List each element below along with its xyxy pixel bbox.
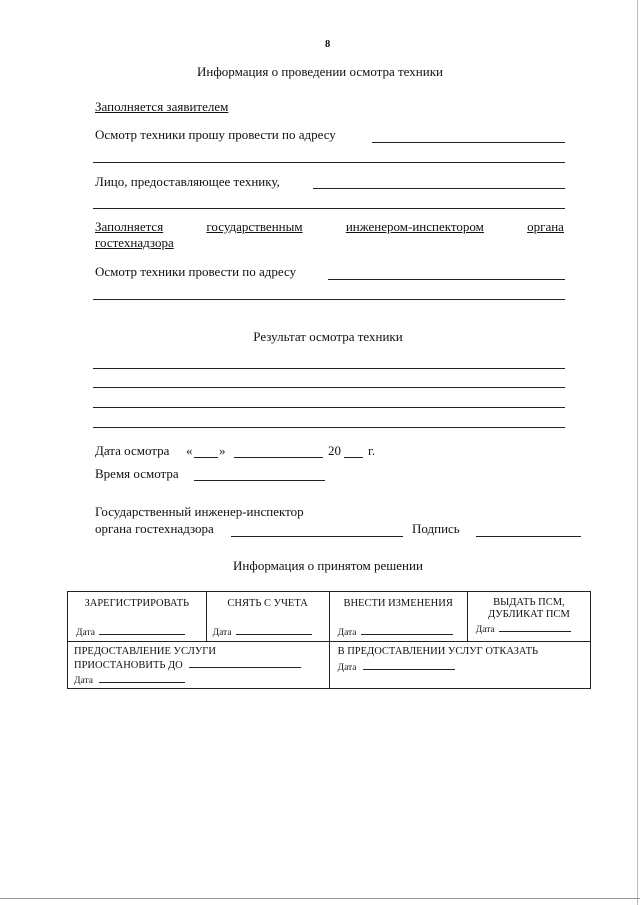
- page-edge-bottom: [0, 898, 640, 899]
- inspection-time-label: Время осмотра: [95, 466, 179, 481]
- result-line[interactable]: [93, 407, 565, 408]
- decision-table: [67, 591, 591, 689]
- provider-field-line2[interactable]: [93, 208, 565, 209]
- signature-label: Подпись: [412, 521, 460, 536]
- decision-psm-title: [468, 592, 590, 621]
- date-label: Дата: [337, 628, 357, 638]
- date-quote-open: «: [186, 443, 193, 458]
- decision-deregister-cell[interactable]: [206, 592, 329, 642]
- result-line[interactable]: [93, 387, 565, 388]
- date-day-field[interactable]: [194, 457, 218, 458]
- inspector-title-line1: Государственный инженер-инспектор: [95, 504, 304, 519]
- result-line[interactable]: [93, 368, 565, 369]
- decision-suspend-line1: ПРЕДОСТАВЛЕНИЕ УСЛУГИ: [74, 646, 216, 657]
- decision-deregister-title: СНЯТЬ С УЧЕТА: [227, 598, 308, 609]
- decision-register-title: ЗАРЕГИСТРИРОВАТЬ: [84, 598, 190, 609]
- decision-refuse-date: [338, 660, 455, 673]
- date-field[interactable]: [499, 622, 571, 632]
- inspector-address-field[interactable]: [328, 279, 565, 280]
- applicant-address-field-line2[interactable]: [93, 162, 565, 163]
- decision-refuse-title: В ПРЕДОСТАВЛЕНИИ УСЛУГ ОТКАЗАТЬ: [337, 646, 539, 657]
- inspection-title: Информация о проведении осмотра техники: [197, 64, 443, 79]
- date-label: Дата: [76, 628, 95, 638]
- decision-refuse-cell[interactable]: [329, 642, 590, 689]
- decision-register-cell[interactable]: [68, 592, 207, 642]
- inspection-time-field[interactable]: [194, 480, 325, 481]
- date-year-prefix: 20: [328, 443, 341, 458]
- inspector-heading-word: государственным: [206, 219, 303, 234]
- decision-suspend-cell[interactable]: [68, 642, 330, 689]
- decision-suspend-line2: ПРИОСТАНОВИТЬ ДО: [74, 660, 183, 671]
- provider-label: Лицо, предоставляющее технику,: [95, 174, 280, 189]
- inspector-address-label: Осмотр техники провести по адресу: [95, 264, 297, 279]
- inspector-heading: [95, 219, 564, 235]
- inspector-address-field-line2[interactable]: [93, 299, 565, 300]
- date-year-suffix: г.: [368, 443, 376, 458]
- date-label: Дата: [475, 625, 495, 635]
- result-line[interactable]: [93, 427, 565, 428]
- decision-suspend-date: [74, 673, 185, 686]
- decision-psm-date: [476, 622, 571, 635]
- provider-field[interactable]: [313, 188, 565, 189]
- inspector-heading-line2: гостехнадзора: [95, 235, 174, 250]
- applicant-address-label: Осмотр техники прошу провести по адресу: [95, 127, 336, 142]
- date-field[interactable]: [361, 625, 453, 635]
- inspector-name-field[interactable]: [231, 536, 403, 537]
- decision-deregister-date: [213, 625, 312, 638]
- decision-title: Информация о принятом решении: [233, 558, 423, 573]
- decision-psm-title-line1: ВЫДАТЬ ПСМ,: [493, 597, 565, 608]
- decision-changes-title: ВНЕСТИ ИЗМЕНЕНИЯ: [343, 598, 453, 609]
- date-year-field[interactable]: [344, 457, 363, 458]
- inspector-heading-word: Заполняется: [95, 219, 164, 234]
- applicant-address-field[interactable]: [372, 142, 565, 143]
- inspector-heading-word: органа: [527, 219, 564, 234]
- decision-changes-cell[interactable]: [329, 592, 467, 642]
- date-field[interactable]: [99, 625, 185, 635]
- date-label: Дата: [337, 663, 357, 673]
- date-label: Дата: [212, 628, 232, 638]
- decision-psm-title-line2: ДУБЛИКАТ ПСМ: [487, 609, 570, 620]
- page-number: 8: [325, 39, 331, 50]
- date-month-field[interactable]: [234, 457, 323, 458]
- signature-field[interactable]: [476, 536, 581, 537]
- decision-suspend-text: [74, 645, 301, 672]
- date-label: Дата: [74, 676, 93, 686]
- inspector-heading-word: инженером-инспектором: [345, 219, 484, 234]
- inspection-date-label: Дата осмотра: [95, 443, 170, 458]
- decision-psm-cell[interactable]: [467, 592, 590, 642]
- decision-register-date: [76, 625, 185, 638]
- decision-changes-date: [338, 625, 453, 638]
- date-field[interactable]: [236, 625, 312, 635]
- date-quote-close: »: [219, 443, 226, 458]
- result-title: Результат осмотра техники: [253, 329, 403, 344]
- page-edge-right: [637, 0, 638, 905]
- suspend-until-field[interactable]: [189, 658, 301, 668]
- date-field[interactable]: [363, 660, 455, 670]
- inspector-title-line2: органа гостехнадзора: [95, 521, 214, 536]
- date-field[interactable]: [99, 673, 185, 683]
- applicant-heading: Заполняется заявителем: [95, 99, 229, 114]
